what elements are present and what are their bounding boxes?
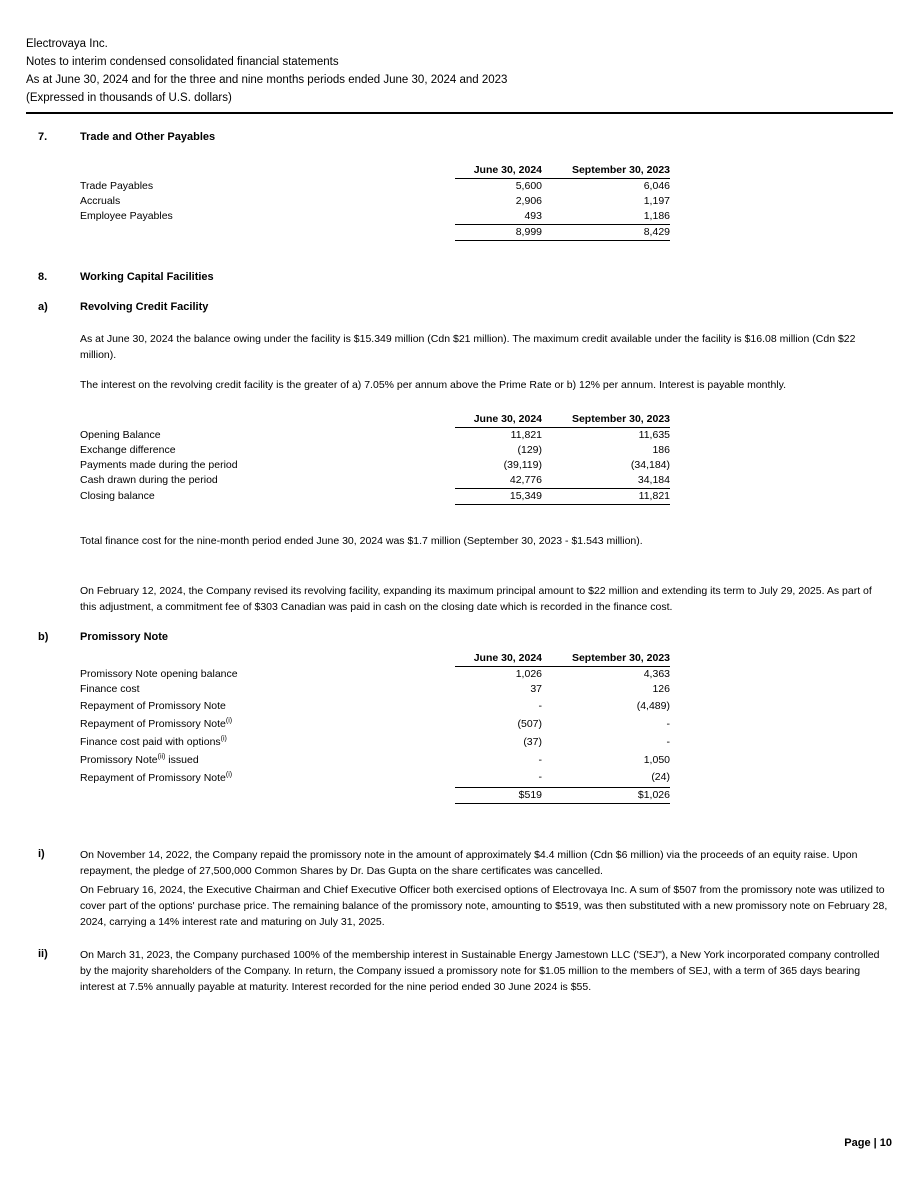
table-row xyxy=(80,179,670,195)
subsection-a-title: Revolving Credit Facility xyxy=(80,301,209,313)
cell-sept-2023: 1,197 xyxy=(643,195,670,207)
table-row xyxy=(80,733,670,751)
column-header-june-2024: June 30, 2024 xyxy=(455,162,542,179)
cell-june-2024: - xyxy=(538,753,542,766)
column-header-sept-2023: September 30, 2023 xyxy=(542,411,670,428)
statement-title: Notes to interim condensed consolidated financial statements xyxy=(26,56,339,68)
row-label: Promissory Note opening balance xyxy=(80,667,238,680)
row-label: Closing balance xyxy=(80,490,155,502)
total-sept-2023: $1,026 xyxy=(542,787,670,803)
note-i-paragraph-1: On November 14, 2022, the Company repaid the promissory note in the amount of approximately $4.4 million (Cdn $6 million) via the proceeds of an equity raise. Upon repayment, the pledge of 27,500,000 Common Shares by Dr. Das Gupta on the share certificates was cancelled. xyxy=(80,849,858,877)
cell-june-2024: (129) xyxy=(517,444,542,456)
cell-sept-2023: 34,184 xyxy=(542,473,670,489)
table-row xyxy=(80,443,670,458)
note-ii-paragraph: On March 31, 2023, the Company purchased 100% of the membership interest in Sustainable Energy Jamestown LLC ('SEJ"), a New York incorporated company controlled by the majority shareholders of the Company. In return, the Company issued a promissory note for $1.05 million to the members of SEJ, with a term of 365 days bearing interest at 7.5% annually payable at maturity. Interest recorded for the nine period ended 30 June 2024 is $55. xyxy=(80,949,880,993)
cell-sept-2023: 1,050 xyxy=(643,753,670,766)
cell-june-2024: 37 xyxy=(530,683,542,695)
total-sept-2023: 11,821 xyxy=(542,489,670,505)
cell-sept-2023: 4,363 xyxy=(643,668,670,680)
footnote-ref: (i) xyxy=(220,735,227,742)
section-7-title: Trade and Other Payables xyxy=(80,131,216,143)
row-label: Cash drawn during the period xyxy=(80,474,218,487)
row-label: Exchange difference xyxy=(80,444,176,456)
table-row xyxy=(80,428,670,444)
table-row xyxy=(80,209,670,225)
row-label: Repayment of Promissory Note xyxy=(80,699,226,712)
header-rule xyxy=(26,112,893,114)
row-label: Finance cost paid with options$^{(i)}$ xyxy=(80,735,227,748)
cell-june-2024: (507) xyxy=(517,717,542,730)
cell-june-2024: - xyxy=(455,769,542,787)
credit-facility-paragraph: As at June 30, 2024 the balance owing under the facility is $15.349 million (Cdn $21 million). The maximum credit available under the facility is $16.08 million (Cdn $22 million). xyxy=(80,333,856,361)
total-sept-2023: 8,429 xyxy=(542,225,670,241)
row-label: Promissory Note$^{(ii)}$ issued xyxy=(80,753,199,766)
total-row xyxy=(80,787,670,803)
column-header-sept-2023: September 30, 2023 xyxy=(542,162,670,179)
cell-sept-2023: - xyxy=(666,717,670,730)
promissory-note-table xyxy=(80,650,670,804)
column-header-june-2024: June 30, 2024 xyxy=(455,650,542,667)
total-row xyxy=(80,225,670,241)
subsection-b-title: Promissory Note xyxy=(80,631,169,643)
table-row xyxy=(80,194,670,209)
column-header-june-2024: June 30, 2024 xyxy=(455,411,542,428)
currency-note: (Expressed in thousands of U.S. dollars) xyxy=(26,92,232,104)
note-i-paragraph-2: On February 16, 2024, the Executive Chairman and Chief Executive Officer both exercised options of Electrovaya Inc. A sum of $507 from the promissory note was utilized to cover part of the options' purchase price. The remaining balance of the promissory note, amounting to $519, was then substituted with a new promissory note on February 28, 2024, carrying a 14% interest rate and maturing on July 31, 2025. xyxy=(80,884,888,928)
row-label: Repayment of Promissory Note$^{(i)}$ xyxy=(80,771,233,784)
row-label: Accruals xyxy=(80,195,121,207)
cell-june-2024: 5,600 xyxy=(515,180,542,192)
cell-sept-2023: (4,489) xyxy=(636,699,670,712)
cell-sept-2023: 126 xyxy=(652,683,670,695)
row-label: Finance cost xyxy=(80,683,140,695)
section-8-number: 8. xyxy=(38,271,48,283)
table-row xyxy=(80,715,670,733)
row-label: Repayment of Promissory Note$^{(i)}$ xyxy=(80,717,233,730)
table-row xyxy=(80,682,670,697)
table-row xyxy=(80,697,670,715)
footnote-ref: (i) xyxy=(225,771,233,778)
cell-sept-2023: 1,186 xyxy=(542,209,670,225)
total-june-2024: 15,349 xyxy=(455,489,542,505)
table-row xyxy=(80,667,670,683)
cell-sept-2023: 6,046 xyxy=(643,180,670,192)
cell-june-2024: 2,906 xyxy=(515,195,542,207)
total-june-2024: 8,999 xyxy=(455,225,542,241)
cell-sept-2023: 11,635 xyxy=(638,429,670,441)
subsection-a-number: a) xyxy=(38,301,48,313)
cell-sept-2023: - xyxy=(666,735,670,748)
cell-june-2024: 42,776 xyxy=(455,473,542,489)
column-header-sept-2023: September 30, 2023 xyxy=(542,650,670,667)
note-ii-number: ii) xyxy=(38,948,48,960)
cell-june-2024: (37) xyxy=(523,735,542,748)
cell-june-2024: 1,026 xyxy=(515,668,542,680)
table-row xyxy=(80,473,670,489)
cell-june-2024: 11,821 xyxy=(510,429,542,441)
document-header xyxy=(26,35,507,107)
cell-june-2024: - xyxy=(538,699,542,712)
interest-paragraph: The interest on the revolving credit facility is the greater of a) 7.05% per annum above the Prime Rate or b) 12% per annum. Interest is payable monthly. xyxy=(80,379,787,391)
facility-revision-paragraph: On February 12, 2024, the Company revised its revolving facility, expanding its maximum principal amount to $22 million and extending its term to July 29, 2025. As part of this adjustment, a commitment fee of $303 Canadian was paid in cash on the closing date which is recorded in the finance cost. xyxy=(80,585,872,613)
trade-payables-table xyxy=(80,162,670,241)
total-row xyxy=(80,489,670,505)
footnote-ref: (i) xyxy=(225,717,233,724)
table-row xyxy=(80,458,670,473)
cell-sept-2023: (24) xyxy=(542,769,670,787)
table-row xyxy=(80,769,670,787)
section-8-title: Working Capital Facilities xyxy=(80,271,214,283)
finance-cost-paragraph: Total finance cost for the nine-month period ended June 30, 2024 was $1.7 million (September 30, 2023 - $1.543 million). xyxy=(80,535,643,547)
table-row xyxy=(80,751,670,769)
row-label: Opening Balance xyxy=(80,428,161,441)
revolving-credit-table xyxy=(80,411,670,505)
cell-june-2024: 493 xyxy=(455,209,542,225)
cell-june-2024: (39,119) xyxy=(503,459,542,471)
row-label: Employee Payables xyxy=(80,210,173,223)
total-june-2024: $519 xyxy=(455,787,542,803)
subsection-b-number: b) xyxy=(38,631,49,643)
row-label: Payments made during the period xyxy=(80,459,238,471)
note-i-number: i) xyxy=(38,848,45,860)
company-name: Electrovaya Inc. xyxy=(26,38,108,50)
cell-sept-2023: 186 xyxy=(652,444,670,456)
statement-period: As at June 30, 2024 and for the three and nine months periods ended June 30, 2024 and 2023 xyxy=(26,74,508,86)
row-label: Trade Payables xyxy=(80,179,154,192)
section-7-number: 7. xyxy=(38,131,48,143)
page-number: Page | 10 xyxy=(844,1137,892,1149)
cell-sept-2023: (34,184) xyxy=(630,459,670,471)
footnote-ref: (ii) xyxy=(157,753,166,760)
